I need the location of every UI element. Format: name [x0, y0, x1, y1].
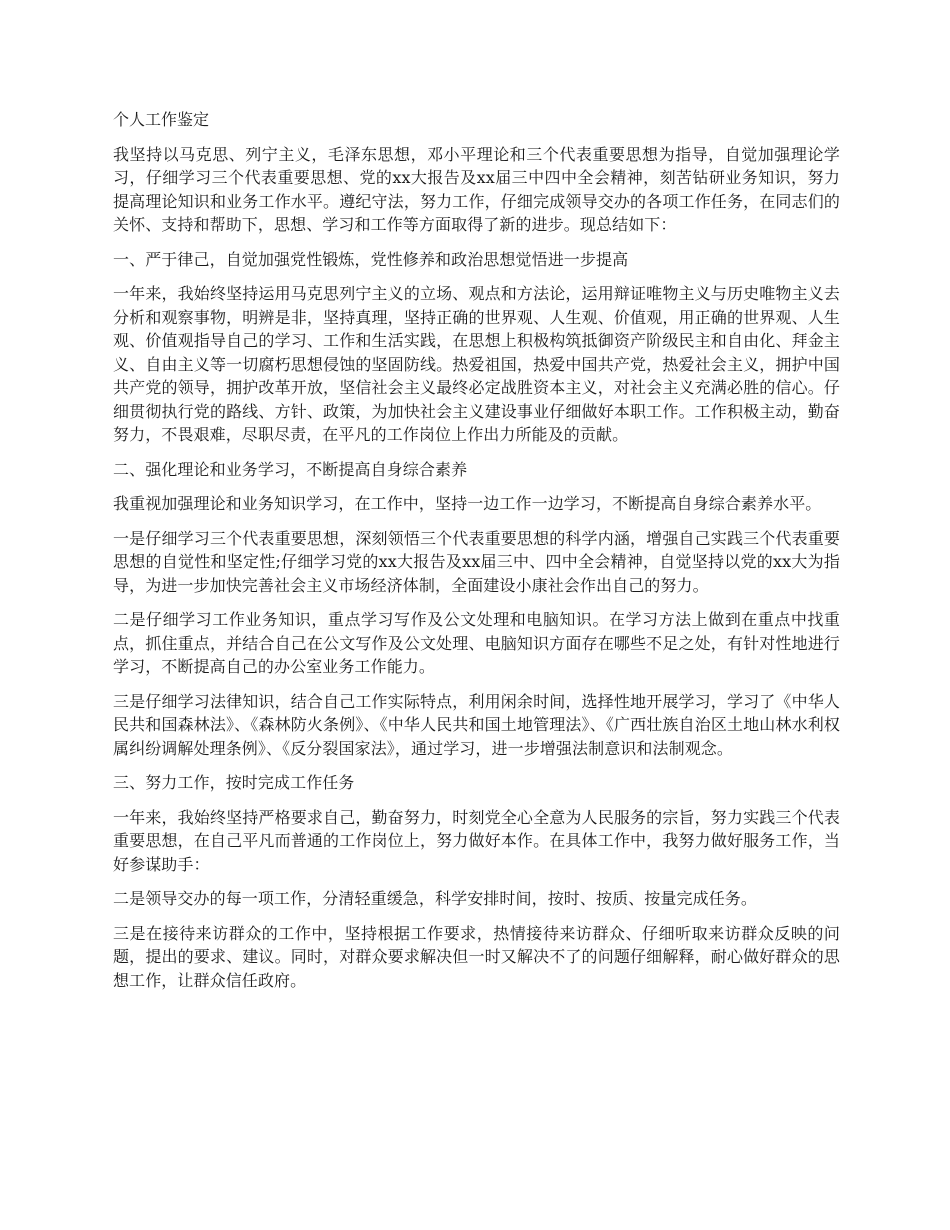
- paragraph-intro: 我坚持以马克思、列宁主义，毛泽东思想，邓小平理论和三个代表重要思想为指导，自觉加强理论学习，仔细学习三个代表重要思想、党的xx大报告及xx届三中四中全会精神，刻苦钻研业务知识，努力提高理论知识和业务工作水平。遵纪守法，努力工作，仔细完成领导交办的各项工作任务，在同志们的关怀、支持和帮助下，思想、学习和工作等方面取得了新的进步。现总结如下：: [113, 144, 840, 234]
- paragraph-section-1: 一年来，我始终坚持运用马克思列宁主义的立场、观点和方法论，运用辩证唯物主义与历史唯物主义去分析和观察事物，明辨是非，坚持真理，坚持正确的世界观、人生观、价值观，用正确的世界观、人生观、价值观指导自己的学习、工作和生活实践，在思想上积极构筑抵御资产阶级民主和自由化、拜金主义、自由主义等一切腐朽思想侵蚀的坚固防线。热爱祖国，热爱中国共产党，热爱社会主义，拥护中国共产党的领导，拥护改革开放，坚信社会主义最终必定战胜资本主义，对社会主义充满必胜的信心。仔细贯彻执行党的路线、方针、政策，为加快社会主义建设事业仔细做好本职工作。工作积极主动，勤奋努力，不畏艰难，尽职尽责，在平凡的工作岗位上作出力所能及的贡献。: [113, 284, 840, 444]
- section-heading-1: 一、严于律己，自觉加强党性锻炼，党性修养和政治思想觉悟进一步提高: [113, 249, 629, 269]
- section-heading-2: 二、强化理论和业务学习，不断提高自身综合素养: [113, 459, 468, 479]
- document-title: 个人工作鉴定: [113, 110, 210, 129]
- paragraph-section-3-intro: 一年来，我始终坚持严格要求自己，勤奋努力，时刻党全心全意为人民服务的宗旨，努力实践三个代表重要思想，在自己平凡而普通的工作岗位上，努力做好本作。在具体工作中，我努力做好服务工作，当好参谋助手：: [113, 807, 840, 874]
- paragraph-section-3-item-3: 三是在接待来访群众的工作中，坚持根据工作要求，热情接待来访群众、仔细听取来访群众反映的问题，提出的要求、建议。同时，对群众要求解决但一时又解决不了的问题仔细解释，耐心做好群众的思想工作，让群众信任政府。: [113, 923, 840, 990]
- section-heading-3: 三、努力工作，按时完成工作任务: [113, 773, 355, 792]
- paragraph-section-3-item-2: 二是领导交办的每一项工作，分清轻重缓急，科学安排时间，按时、按质、按量完成任务。: [113, 889, 758, 908]
- paragraph-section-2-item-3: 三是仔细学习法律知识，结合自己工作实际特点，利用闲余时间，选择性地开展学习，学习了《中华人民共和国森林法》、《森林防火条例》、《中华人民共和国土地管理法》、《广西壮族自治区土地山林水利权属纠纷调解处理条例》、《反分裂国家法》，通过学习，进一步增强法制意识和法制观念。: [113, 691, 840, 758]
- document-page: [113, 108, 840, 1003]
- paragraph-section-2-item-1: 一是仔细学习三个代表重要思想，深刻领悟三个代表重要思想的科学内涵，增强自己实践三个代表重要思想的自觉性和坚定性;仔细学习党的xx大报告及xx届三中、四中全会精神，自觉坚持以党的xx大为指导，为进一步加快完善社会主义市场经济体制，全面建设小康社会作出自己的努力。: [113, 528, 840, 595]
- paragraph-section-2-item-2: 二是仔细学习工作业务知识，重点学习写作及公文处理和电脑知识。在学习方法上做到在重点中找重点，抓住重点，并结合自己在公文写作及公文处理、电脑知识方面存在哪些不足之处，有针对性地进行学习，不断提高自己的办公室业务工作能力。: [113, 610, 840, 676]
- paragraph-section-2-intro: 我重视加强理论和业务知识学习，在工作中，坚持一边工作一边学习，不断提高自身综合素养水平。: [113, 494, 822, 513]
